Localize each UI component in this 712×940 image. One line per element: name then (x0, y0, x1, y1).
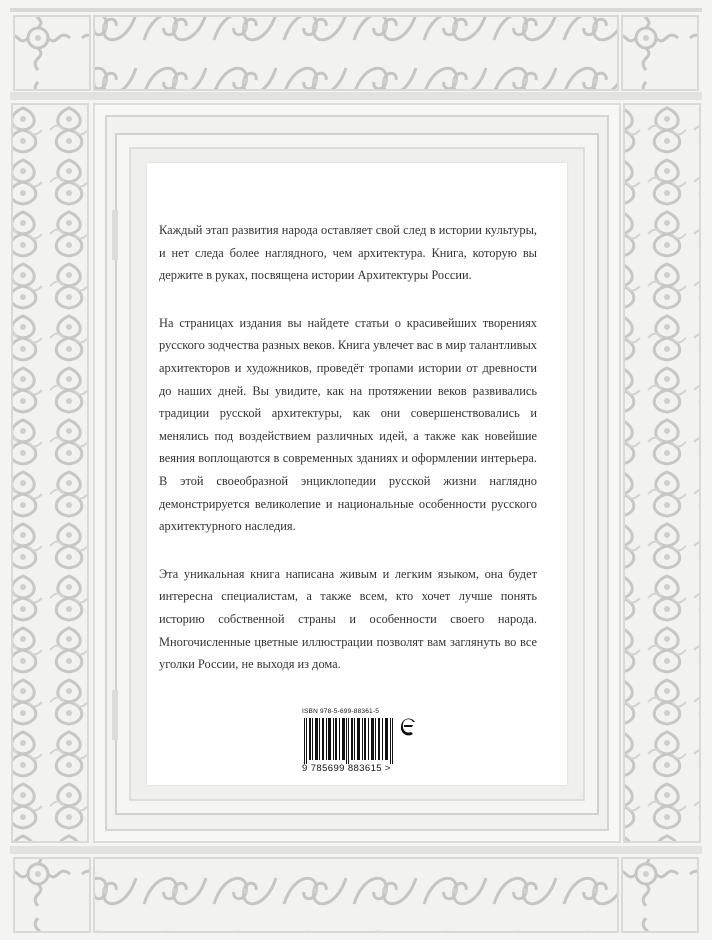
barcode-icon (302, 718, 396, 764)
paragraph-1: Каждый этап развития народа оставляет свой след в истории культуры, и нет следа более наглядного, чем архитектура. Книга, которую вы держите в руках, посвящена истории Архитектуры России. (159, 223, 537, 283)
paragraph-3: Эта уникальная книга написана живым и легким языком, она будет интересна специалистам, а также всем, кто хочет лучше понять историю собственной страны и особенности своего народа. Многочисленные цветные иллюстрации позволят вам заглянуть во все уголки России, не выходя из дома. (159, 566, 537, 672)
text-panel (147, 163, 567, 785)
description-text (159, 219, 537, 701)
barcode-block (302, 708, 562, 778)
barcode-number: 9 785699 883615 > (302, 763, 391, 774)
eksmo-e-icon (400, 716, 416, 738)
isbn-label: ISBN 978-5-699-88361-5 (302, 708, 380, 715)
paragraph-2: На страницах издания вы найдете статьи о красивейших творениях русского зодчества разных веков. Книга увлечет вас в мир талантливых архитекторов и художников, проведёт тропами истории от древности до наших дней. Вы увидите, как на протяжении веков развивались традиции русской архитектуры, как они совершенствовались и менялись под воздействием различных идей, а также как новейшие веяния воплощаются в современных зданиях и оформлении интерьера. В этой своеобразной энциклопедии русской жизни наглядно демонстрируется великолепие и национальные особенности русского архитектурного наследия. (159, 315, 537, 534)
